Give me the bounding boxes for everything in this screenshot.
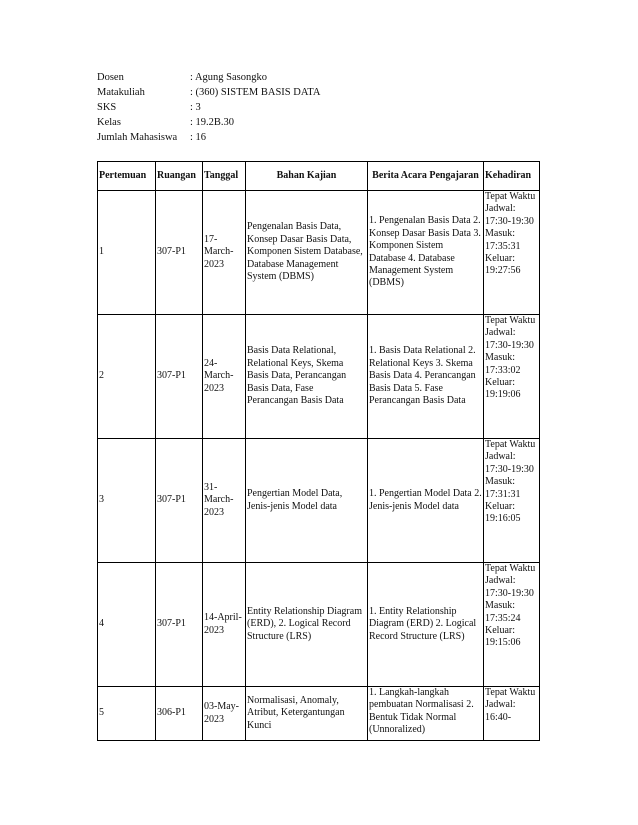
cell-berita-acara: 1. Langkah-langkah pembuatan Normalisasi 2. Bentuk Tidak Normal (Unnoralized) [368, 687, 484, 741]
cell-ruangan: 307-P1 [156, 191, 203, 315]
table-row [98, 191, 540, 315]
cell-tanggal: 17-March-2023 [203, 191, 246, 315]
info-label: SKS [97, 102, 117, 113]
cell-berita-acara: 1. Pengenalan Basis Data 2. Konsep Dasar Basis Data 3. Komponen Sistem Database 4. Database Management System (DBMS) [368, 191, 484, 315]
table-row [98, 687, 540, 741]
header-bahan-kajian: Bahan Kajian [246, 162, 368, 191]
cell-bahan-kajian: Pengertian Model Data, Jenis-jenis Model data [246, 439, 368, 563]
table-row [98, 439, 540, 563]
table-row [98, 563, 540, 687]
cell-kehadiran: Tepat Waktu Jadwal: 17:30-19:30 Masuk: 17:31:31 Keluar: 19:16:05 [484, 439, 540, 563]
cell-ruangan: 307-P1 [156, 439, 203, 563]
info-label: Matakuliah [97, 87, 145, 98]
cell-bahan-kajian: Basis Data Relational, Relational Keys, Skema Basis Data, Perancangan Basis Data, Fase Perancangan Basis Data [246, 315, 368, 439]
info-label: Kelas [97, 117, 121, 128]
cell-ruangan: 306-P1 [156, 687, 203, 741]
cell-pertemuan: 1 [98, 191, 156, 315]
info-row [97, 85, 320, 100]
info-value: : 3 [190, 102, 201, 113]
cell-tanggal: 24-March-2023 [203, 315, 246, 439]
cell-bahan-kajian: Pengenalan Basis Data, Konsep Dasar Basis Data, Komponen Sistem Database, Database Management System (DBMS) [246, 191, 368, 315]
cell-bahan-kajian: Entity Relationship Diagram (ERD), 2. Logical Record Structure (LRS) [246, 563, 368, 687]
course-info [97, 70, 320, 145]
info-label: Dosen [97, 72, 124, 83]
attendance-table [97, 161, 540, 741]
cell-kehadiran: Tepat Waktu Jadwal: 17:30-19:30 Masuk: 17:33:02 Keluar: 19:19:06 [484, 315, 540, 439]
cell-berita-acara: 1. Pengertian Model Data 2. Jenis-jenis Model data [368, 439, 484, 563]
cell-tanggal: 14-April-2023 [203, 563, 246, 687]
header-berita-acara: Berita Acara Pengajaran [368, 162, 484, 191]
info-value: : 19.2B.30 [190, 117, 235, 128]
cell-berita-acara: 1. Entity Relationship Diagram (ERD) 2. Logical Record Structure (LRS) [368, 563, 484, 687]
cell-kehadiran: Tepat Waktu Jadwal: 17:30-19:30 Masuk: 17:35:24 Keluar: 19:15:06 [484, 563, 540, 687]
info-row [97, 115, 320, 130]
info-row [97, 100, 320, 115]
cell-tanggal: 03-May-2023 [203, 687, 246, 741]
info-row [97, 70, 320, 85]
header-tanggal: Tanggal [203, 162, 246, 191]
cell-kehadiran: Tepat Waktu Jadwal: 16:40- [484, 687, 540, 741]
table-header-row [98, 162, 540, 191]
cell-ruangan: 307-P1 [156, 563, 203, 687]
table-row [98, 315, 540, 439]
cell-pertemuan: 4 [98, 563, 156, 687]
info-value: : 16 [190, 132, 207, 143]
header-pertemuan: Pertemuan [98, 162, 156, 191]
cell-berita-acara: 1. Basis Data Relational 2. Relational Keys 3. Skema Basis Data 4. Perancangan Basis Data 5. Fase Perancangan Basis Data [368, 315, 484, 439]
cell-ruangan: 307-P1 [156, 315, 203, 439]
header-kehadiran: Kehadiran [484, 162, 540, 191]
cell-kehadiran: Tepat Waktu Jadwal: 17:30-19:30 Masuk: 17:35:31 Keluar: 19:27:56 [484, 191, 540, 315]
cell-bahan-kajian: Normalisasi, Anomaly, Atribut, Ketergantungan Kunci [246, 687, 368, 741]
cell-pertemuan: 3 [98, 439, 156, 563]
info-row [97, 130, 320, 145]
info-value: : Agung Sasongko [190, 72, 268, 83]
info-label: Jumlah Mahasiswa [97, 132, 178, 143]
cell-tanggal: 31-March-2023 [203, 439, 246, 563]
cell-pertemuan: 2 [98, 315, 156, 439]
cell-pertemuan: 5 [98, 687, 156, 741]
info-value: : (360) SISTEM BASIS DATA [190, 87, 321, 98]
header-ruangan: Ruangan [156, 162, 203, 191]
